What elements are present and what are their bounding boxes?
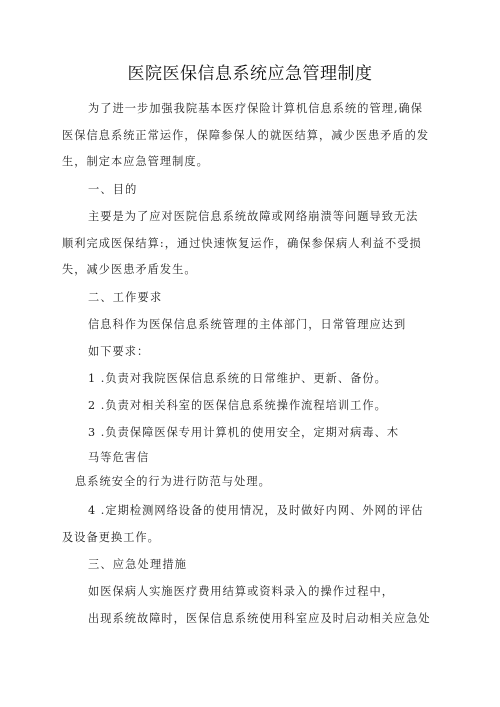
list-item-continuation: 及设备更换工作。	[62, 531, 160, 544]
document-title: 医院医保信息系统应急管理制度	[127, 64, 373, 84]
paragraph-line: 如医保病人实施医疗费用结算或资料录入的操作过程中，	[88, 585, 394, 598]
list-item: 1 .负责对我院医保信息系统的日常维护、更新、备份。	[88, 372, 387, 385]
paragraph-line: 主要是为了应对医院信息系统故障或网络崩溃等问题导致无法	[88, 210, 419, 223]
paragraph-line: 为了进一步加强我院基本医疗保险计算机信息系统的管理,确保	[88, 102, 424, 115]
section-heading: 三、应急处理措施	[88, 558, 188, 571]
paragraph-line: 出现系统故障时，医保信息系统使用科室应及时启动相关应急处	[88, 612, 431, 625]
paragraph-line: 顺利完成医保结算:，通过快速恢复运作，确保参保病人利益不受损	[62, 237, 422, 250]
paragraph-line: 失，减少医患矛盾发生。	[62, 263, 197, 276]
list-item-continuation: 息系统安全的行为进行防范与处理。	[75, 475, 271, 488]
list-item: 4 .定期检测网络设备的使用情况，及时做好内网、外网的评估	[88, 504, 424, 517]
paragraph-line: 信息科作为医保信息系统管理的主体部门，日常管理应达到	[88, 318, 407, 331]
section-heading: 一、目的	[88, 183, 138, 196]
list-item: 2 .负责对相关科室的医保信息系统操作流程培训工作。	[88, 399, 387, 412]
paragraph-line: 生，制定本应急管理制度。	[62, 155, 209, 168]
paragraph-line: 如下要求：	[88, 345, 150, 358]
section-heading: 二、工作要求	[88, 291, 163, 304]
paragraph-line: 医保信息系统正常运作，保障参保人的就医结算，减少医患矛盾的发	[62, 129, 430, 142]
list-item: 3 .负责保障医保专用计算机的使用安全，定期对病毒、木	[88, 426, 400, 439]
list-item-continuation: 马等危害信	[88, 451, 150, 464]
